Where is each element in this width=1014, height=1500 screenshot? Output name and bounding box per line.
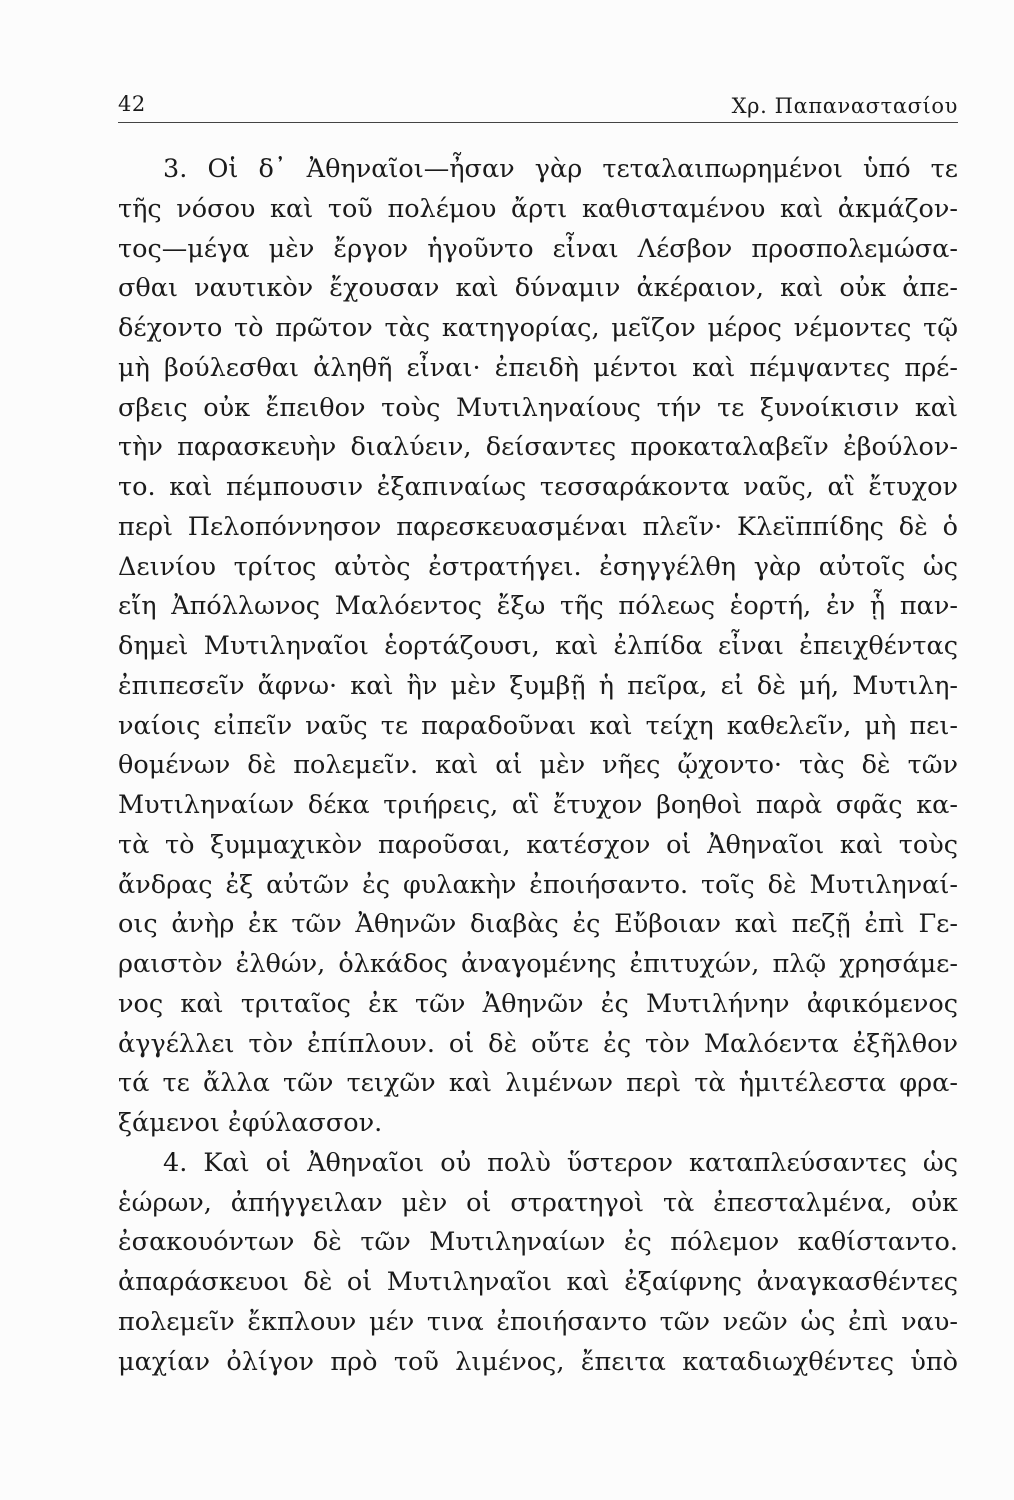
text-line: τά τε ἄλλα τῶν τειχῶν καὶ λιμένων περὶ τὰ ἡμιτέλεστα φρα- [118, 1068, 958, 1099]
text-line: ἐπιπεσεῖν ἄφνω· καὶ ἢν μὲν ξυμβῇ ἡ πεῖρα, εἰ δὲ μή, Μυτιλη- [118, 670, 958, 701]
text-line: θομένων δὲ πολεμεῖν. καὶ αἱ μὲν νῆες ᾤχοντο· τὰς δὲ τῶν [118, 750, 958, 781]
text-line: ξάμενοι ἐφύλασσον. [118, 1108, 383, 1138]
text-line: σθαι ναυτικὸν ἔχουσαν καὶ δύναμιν ἀκέραιον, καὶ οὐκ ἀπε- [118, 273, 958, 304]
text-line: ἑώρων, ἀπήγγειλαν μὲν οἱ στρατηγοὶ τὰ ἐπεσταλμένα, οὐκ [118, 1187, 958, 1218]
text-line: Μυτιληναίων δέκα τριήρεις, αἳ ἔτυχον βοηθοὶ παρὰ σφᾶς κα- [118, 790, 958, 820]
text-line: 4. Καὶ οἱ Ἀθηναῖοι οὐ πολὺ ὕστερον καταπλεύσαντες ὡς [163, 1147, 958, 1178]
text-line: πολεμεῖν ἔκπλουν μέν τινα ἐποιήσαντο τῶν νεῶν ὡς ἐπὶ ναυ- [118, 1306, 958, 1337]
paragraph-4 [118, 1144, 958, 1383]
text-line: το. καὶ πέμπουσιν ἐξαπιναίως τεσσαράκοντα ναῦς, αἳ ἔτυχον [118, 472, 958, 502]
text-line: τὴν παρασκευὴν διαλύειν, δείσαντες προκαταλαβεῖν ἐβούλον- [118, 432, 958, 463]
text-line: σβεις οὐκ ἔπειθον τοὺς Μυτιληναίους τήν τε ξυνοίκισιν καὶ [118, 392, 958, 423]
body-text [118, 150, 958, 1382]
text-line: τῆς νόσου καὶ τοῦ πολέμου ἄρτι καθισταμένου καὶ ἀκμάζον- [118, 193, 958, 224]
text-line: εἴη Ἀπόλλωνος Μαλόεντος ἔξω τῆς πόλεως ἑορτή, ἐν ᾗ παν- [118, 591, 958, 622]
text-line: δέχοντο τὸ πρῶτον τὰς κατηγορίας, μεῖζον μέρος νέμοντες τῷ [118, 313, 958, 343]
text-line: μὴ βούλεσθαι ἀληθῆ εἶναι· ἐπειδὴ μέντοι καὶ πέμψαντες πρέ- [118, 352, 958, 383]
text-line: τος—μέγα μὲν ἔργον ἡγοῦντο εἶναι Λέσβον προσπολεμώσα- [118, 233, 958, 264]
text-line: ἄνδρας ἐξ αὐτῶν ἐς φυλακὴν ἐποιήσαντο. τοῖς δὲ Μυτιληναί- [118, 869, 958, 900]
text-line: οις ἀνὴρ ἐκ τῶν Ἀθηνῶν διαβὰς ἐς Εὔβοιαν καὶ πεζῇ ἐπὶ Γε- [118, 909, 958, 940]
text-line: νος καὶ τριταῖος ἐκ τῶν Ἀθηνῶν ἐς Μυτιλήνην ἀφικόμενος [118, 988, 958, 1019]
text-line: ἐσακουόντων δὲ τῶν Μυτιληναίων ἐς πόλεμον καθίσταντο. [118, 1227, 958, 1258]
page-header [118, 90, 958, 123]
text-line: ἀγγέλλει τὸν ἐπίπλουν. οἱ δὲ οὔτε ἐς τὸν Μαλόεντα ἐξῆλθον [118, 1028, 958, 1059]
text-line: Δεινίου τρίτος αὐτὸς ἐστρατήγει. ἐσηγγέλθη γὰρ αὐτοῖς ὡς [118, 551, 958, 582]
paragraph-3 [118, 150, 958, 1144]
text-line: περὶ Πελοπόννησον παρεσκευασμέναι πλεῖν· Κλεϊππίδης δὲ ὁ [118, 511, 958, 542]
text-line: τὰ τὸ ξυμμαχικὸν παροῦσαι, κατέσχον οἱ Ἀθηναῖοι καὶ τοὺς [118, 829, 958, 860]
page-number: 42 [118, 92, 146, 116]
text-line: μαχίαν ὀλίγον πρὸ τοῦ λιμένος, ἔπειτα καταδιωχθέντες ὑπὸ [118, 1346, 958, 1377]
text-line: ἀπαράσκευοι δὲ οἱ Μυτιληναῖοι καὶ ἐξαίφνης ἀναγκασθέντες [118, 1267, 958, 1297]
text-line: 3. Οἱ δ᾽ Ἀθηναῖοι—ἦσαν γὰρ τεταλαιπωρημένοι ὑπό τε [163, 154, 958, 184]
text-line: ραιστὸν ἐλθών, ὁλκάδος ἀναγομένης ἐπιτυχών, πλῷ χρησάμε- [118, 949, 958, 979]
running-head: Χρ. Παπαναστασίου [731, 94, 958, 118]
text-line: ναίοις εἰπεῖν ναῦς τε παραδοῦναι καὶ τείχη καθελεῖν, μὴ πει- [118, 710, 958, 741]
text-line: δημεὶ Μυτιληναῖοι ἑορτάζουσι, καὶ ἐλπίδα εἶναι ἐπειχθέντας [118, 631, 958, 661]
